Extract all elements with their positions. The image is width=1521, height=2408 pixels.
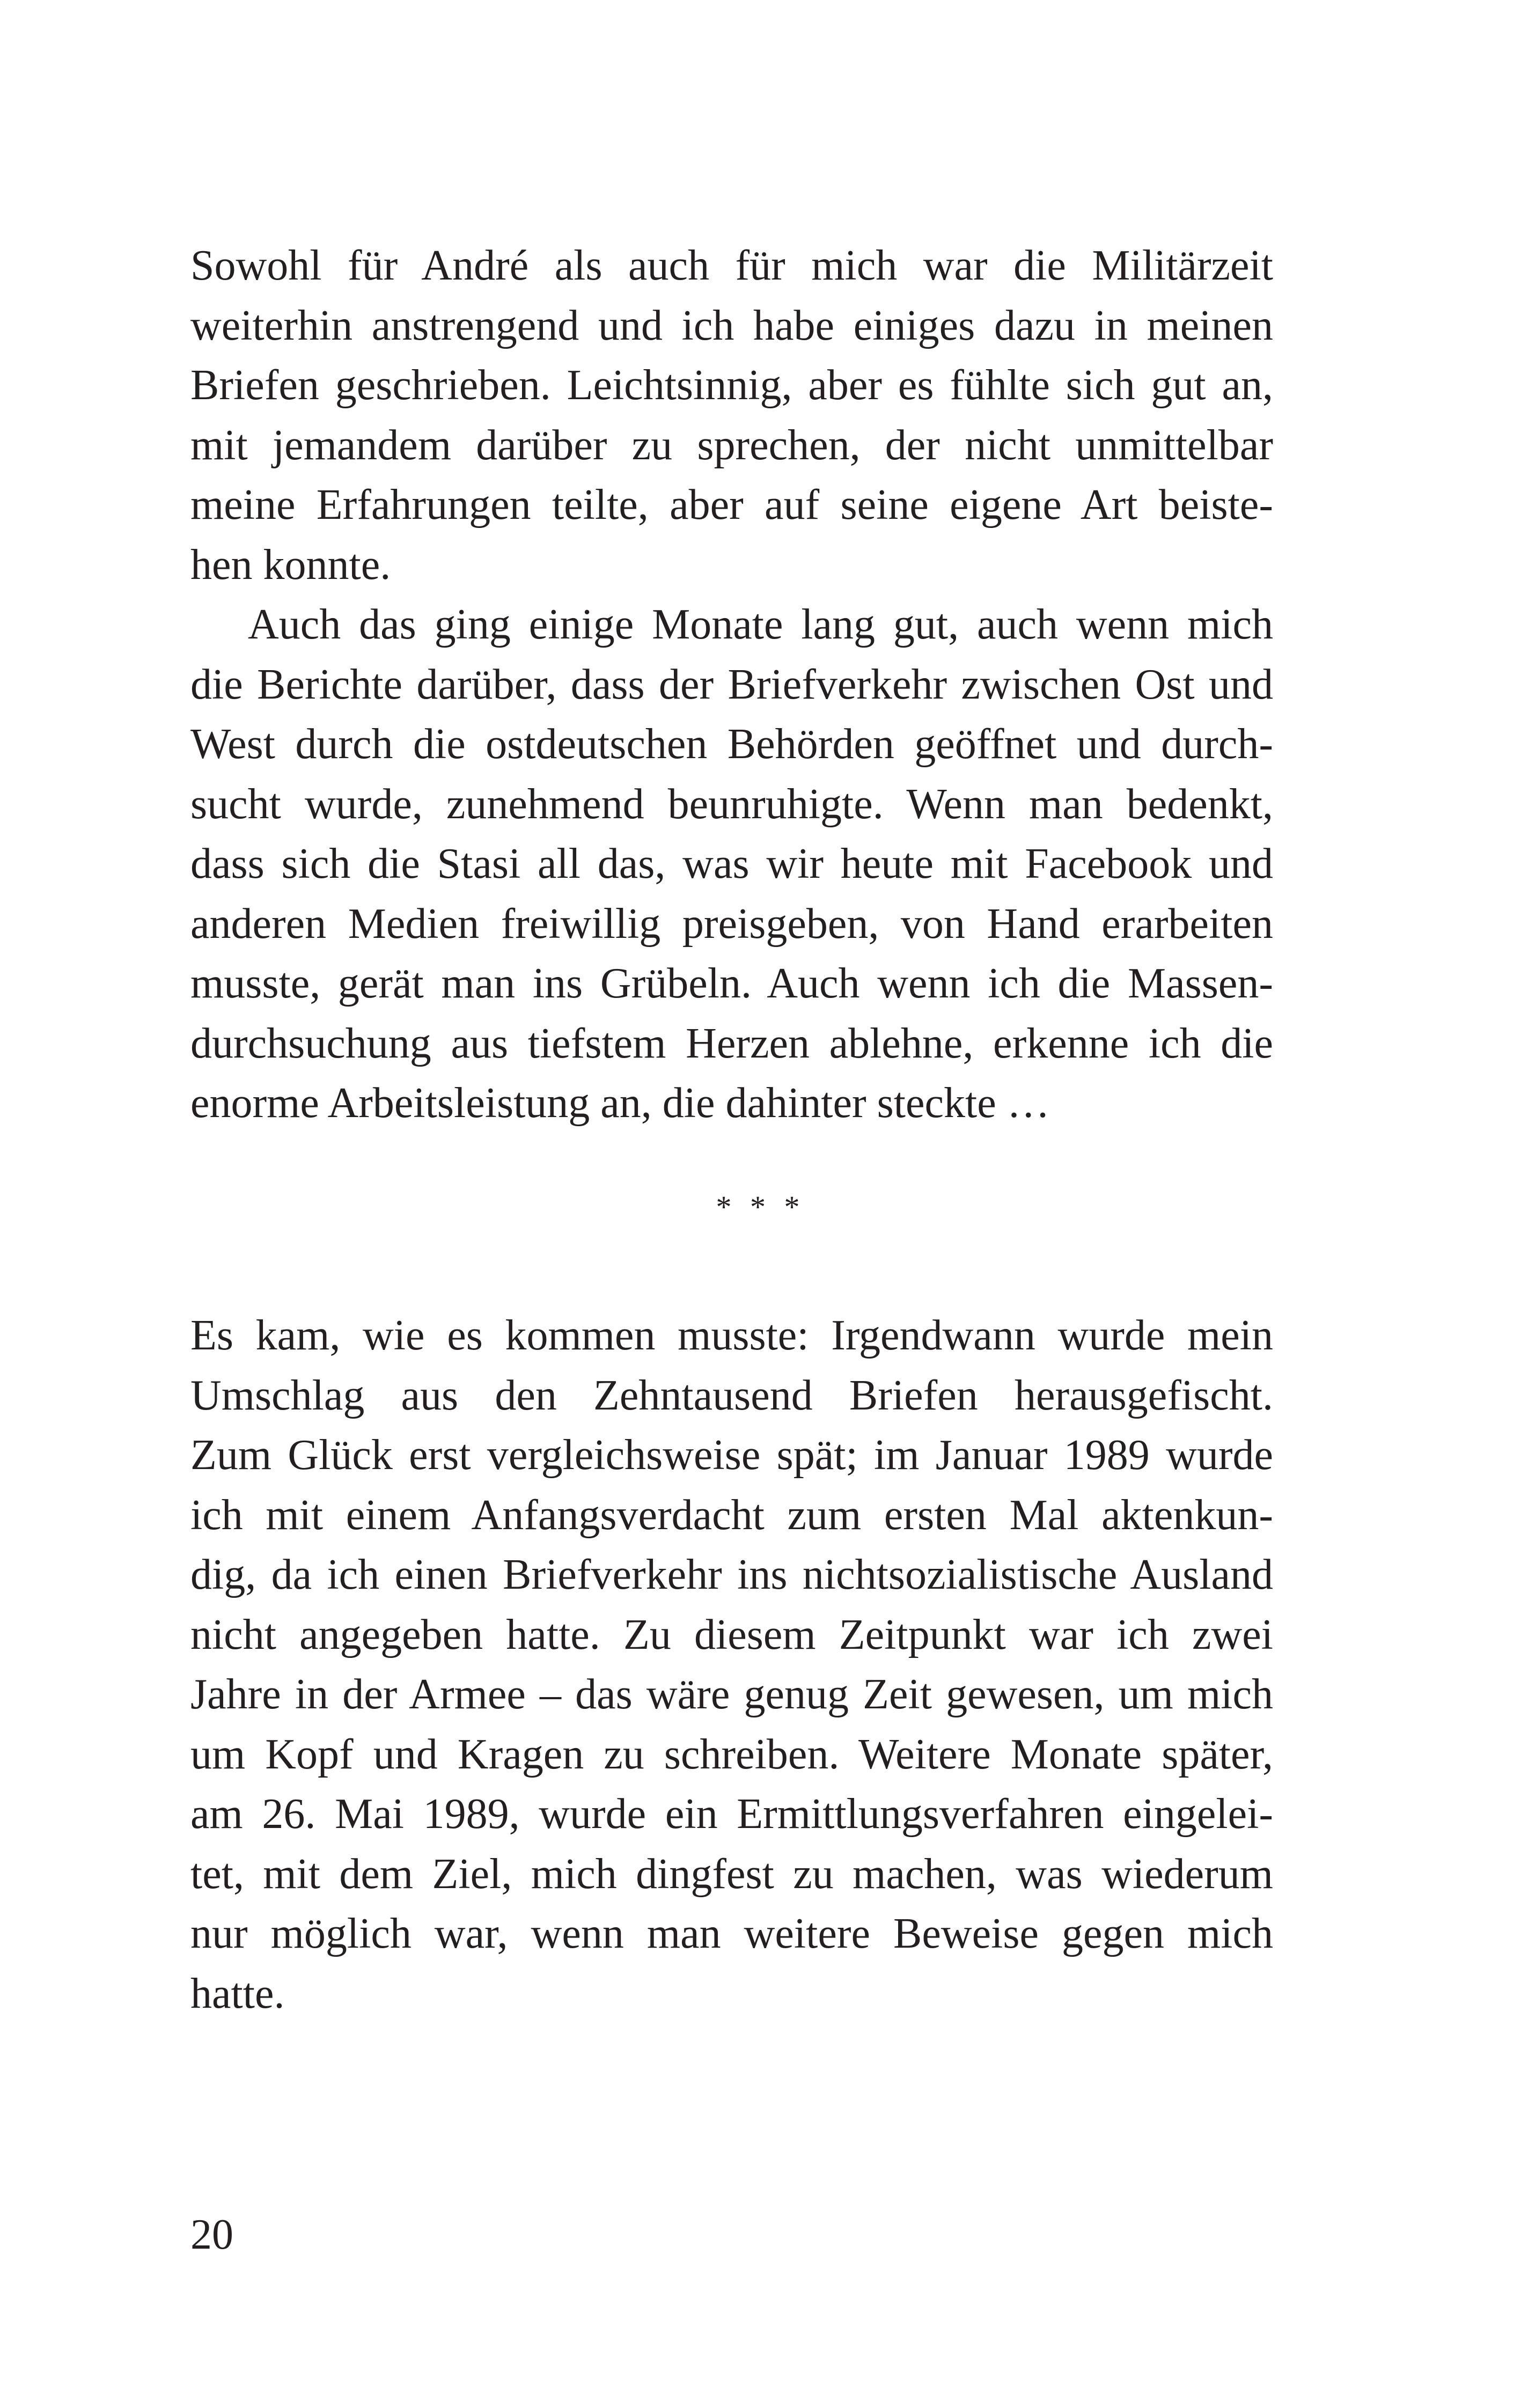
text-line: dig, da ich einen Briefverkehr ins nichtsozialistische Ausland xyxy=(190,1551,1273,1598)
text-line: Sowohl für André als auch für mich war die Militärzeit xyxy=(190,242,1273,289)
text-line: Auch das ging einige Monate lang gut, auch wenn mich xyxy=(248,601,1273,648)
page-number: 20 xyxy=(190,2211,233,2258)
text-line: Zum Glück erst vergleichsweise spät; im Januar 1989 wurde xyxy=(190,1431,1273,1479)
text-line: dass sich die Stasi all das, was wir heute mit Facebook und xyxy=(190,840,1273,887)
text-line: nur möglich war, wenn man weitere Beweise gegen mich xyxy=(190,1910,1273,1957)
text-line: weiterhin anstrengend und ich habe einiges dazu in meinen xyxy=(190,302,1273,349)
text-line: West durch die ostdeutschen Behörden geöffnet und durch- xyxy=(190,721,1273,768)
text-line: nicht angegeben hatte. Zu diesem Zeitpunkt war ich zwei xyxy=(190,1611,1273,1658)
text-line: Briefen geschrieben. Leichtsinnig, aber es fühlte sich gut an, xyxy=(190,362,1273,409)
text-line: hatte. xyxy=(190,1970,285,2017)
text-line: enorme Arbeitsleistung an, die dahinter steckte … xyxy=(190,1080,1050,1127)
text-line: Jahre in der Armee – das wäre genug Zeit gewesen, um mich xyxy=(190,1671,1273,1718)
text-line: um Kopf und Kragen zu schreiben. Weitere Monate später, xyxy=(190,1730,1273,1778)
text-line: ich mit einem Anfangsverdacht zum ersten Mal aktenkun- xyxy=(190,1491,1273,1539)
text-line: meine Erfahrungen teilte, aber auf seine eigene Art beiste- xyxy=(190,481,1273,528)
text-line: mit jemandem darüber zu sprechen, der nicht unmittelbar xyxy=(190,421,1273,469)
text-line: Umschlag aus den Zehntausend Briefen herausgefischt. xyxy=(190,1371,1273,1419)
text-line: hen konnte. xyxy=(190,541,391,589)
text-line: die Berichte darüber, dass der Briefverkehr zwischen Ost und xyxy=(190,660,1273,708)
text-section-1 xyxy=(190,236,1273,1134)
text-line: tet, mit dem Ziel, mich dingfest zu machen, was wiederum xyxy=(190,1850,1273,1898)
text-line: sucht wurde, zunehmend beunruhigte. Wenn man bedenkt, xyxy=(190,780,1273,828)
text-line: anderen Medien freiwillig preisgeben, von Hand erarbeiten xyxy=(190,900,1273,948)
text-section-2 xyxy=(190,1306,1273,2024)
section-separator: * * * xyxy=(716,1190,805,1224)
text-line: am 26. Mai 1989, wurde ein Ermittlungsverfahren eingelei- xyxy=(190,1790,1273,1838)
text-line: durchsuchung aus tiefstem Herzen ablehne, erkenne ich die xyxy=(190,1019,1273,1067)
text-line: musste, gerät man ins Grübeln. Auch wenn ich die Massen- xyxy=(190,960,1273,1007)
text-line: Es kam, wie es kommen musste: Irgendwann wurde mein xyxy=(190,1312,1273,1359)
